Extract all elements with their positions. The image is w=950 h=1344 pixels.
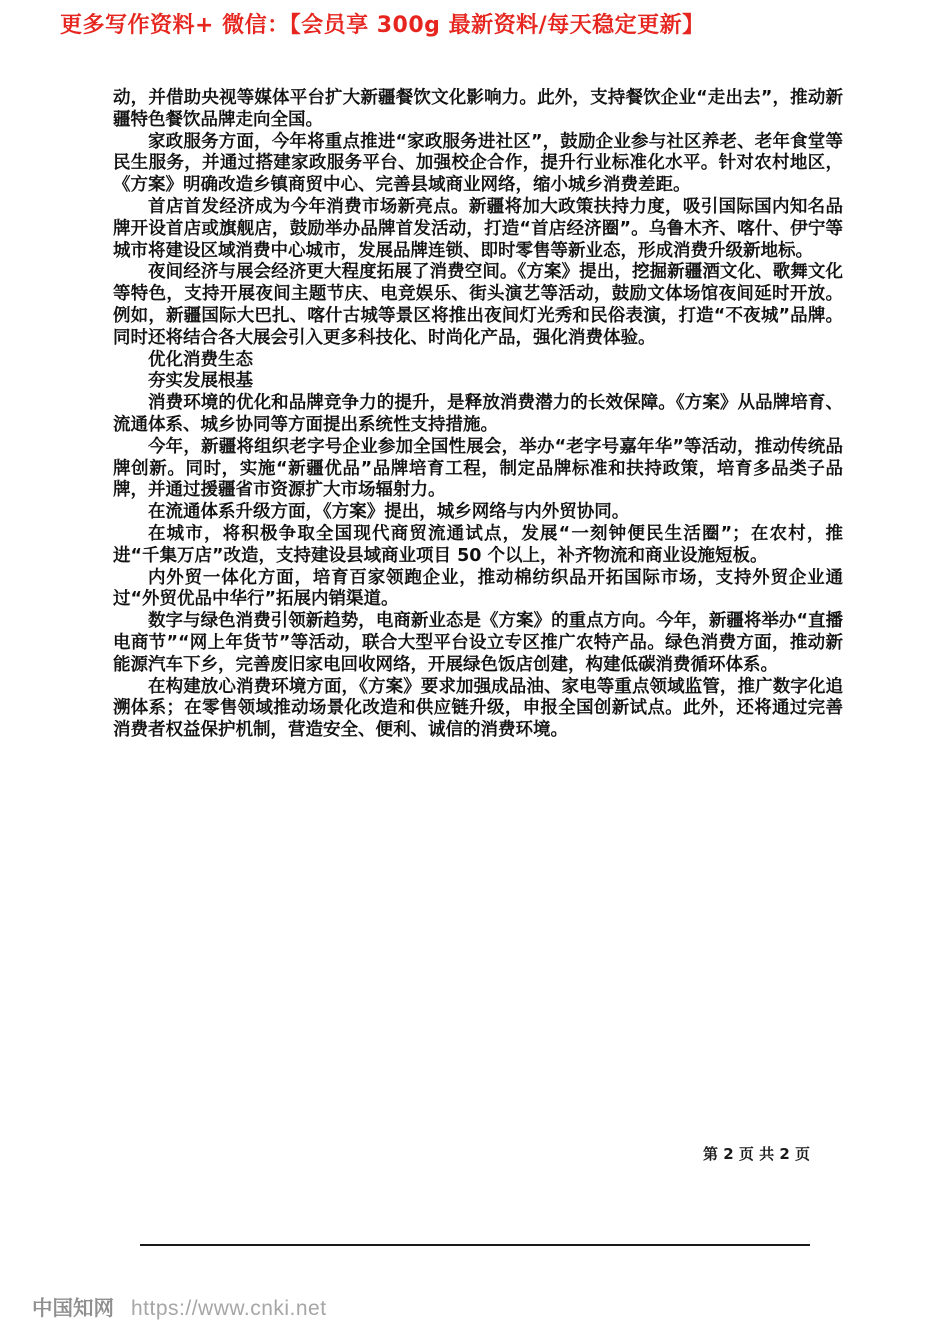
cnki-watermark xyxy=(32,1291,327,1321)
paragraph: 夯实发展根基 xyxy=(148,371,253,392)
paragraph: 在构建放心消费环境方面，《方案》要求加强成品油、家电等重点领域监管，推广数字化追溯体系；在零售领域推动场景化改造和供应链升级，申报全国创新试点。此外，还将通过完善消费者权益保护机制，营造安全、便利、诚信的消费环境。 xyxy=(113,676,843,741)
paragraph: 内外贸一体化方面，培育百家领跑企业，推动棉纺织品开拓国际市场，支持外贸企业通过“外贸优品中华行”拓展内销渠道。 xyxy=(113,567,843,610)
paragraph: 消费环境的优化和品牌竞争力的提升，是释放消费潜力的长效保障。《方案》从品牌培育、流通体系、城乡协同等方面提出系统性支持措施。 xyxy=(113,393,843,435)
page-number-indicator: 第 2 页 共 2 页 xyxy=(703,1145,810,1163)
paragraph: 今年，新疆将组织老字号企业参加全国性展会，举办“老字号嘉年华”等活动，推动传统品牌创新。同时，实施“新疆优品”品牌培育工程，制定品牌标准和扶持政策，培育多品类子品牌，并通过援疆省市资源扩大市场辐射力。 xyxy=(113,436,843,501)
paragraph: 在城市，将积极争取全国现代商贸流通试点，发展“一刻钟便民生活圈”；在农村，推进“千集万店”改造，支持建设县域商业项目 50 个以上，补齐物流和商业设施短板。 xyxy=(113,523,843,566)
footer-divider-line xyxy=(140,1244,810,1246)
paragraph: 在流通体系升级方面，《方案》提出，城乡网络与内外贸协同。 xyxy=(148,502,630,523)
paragraph: 夜间经济与展会经济更大程度拓展了消费空间。《方案》提出，挖掘新疆酒文化、歌舞文化等特色，支持开展夜间主题节庆、电竞娱乐、街头演艺等活动，鼓励文体场馆夜间延时开放。例如，新疆国际大巴扎、喀什古城等景区将推出夜间灯光秀和民俗表演，打造“不夜城”品牌。同时还将结合各大展会引入更多科技化、时尚化产品，强化消费体验。 xyxy=(113,262,843,348)
document-body xyxy=(113,88,843,742)
paragraph: 数字与绿色消费引领新趋势，电商新业态是《方案》的重点方向。今年，新疆将举办“直播电商节”“网上年货节”等活动，联合大型平台设立专区推广农特产品。绿色消费方面，推动新能源汽车下乡，完善废旧家电回收网络，开展绿色饭店创建，构建低碳消费循环体系。 xyxy=(113,611,843,675)
paragraph: 优化消费生态 xyxy=(148,349,253,370)
promo-notice-banner: 更多写作资料+ 微信：【会员享 300g 最新资料/每天稳定更新】 xyxy=(60,13,705,38)
paragraph: 家政服务方面，今年将重点推进“家政服务进社区”，鼓励企业参与社区养老、老年食堂等民生服务，并通过搭建家政服务平台、加强校企合作，提升行业标准化水平。针对农村地区，《方案》明确改造乡镇商贸中心、完善县域商业网络，缩小城乡消费差距。 xyxy=(113,131,843,196)
paragraph: 动，并借助央视等媒体平台扩大新疆餐饮文化影响力。此外，支持餐饮企业“走出去”，推动新疆特色餐饮品牌走向全国。 xyxy=(113,88,843,130)
cnki-site-url: https://www.cnki.net xyxy=(131,1297,327,1320)
paragraph: 首店首发经济成为今年消费市场新亮点。新疆将加大政策扶持力度，吸引国际国内知名品牌开设首店或旗舰店，鼓励举办品牌首发活动，打造“首店经济圈”。乌鲁木齐、喀什、伊宁等城市将建设区域消费中心城市，发展品牌连锁、即时零售等新业态，形成消费升级新地标。 xyxy=(113,196,843,261)
cnki-site-name: 中国知网 xyxy=(32,1296,114,1320)
